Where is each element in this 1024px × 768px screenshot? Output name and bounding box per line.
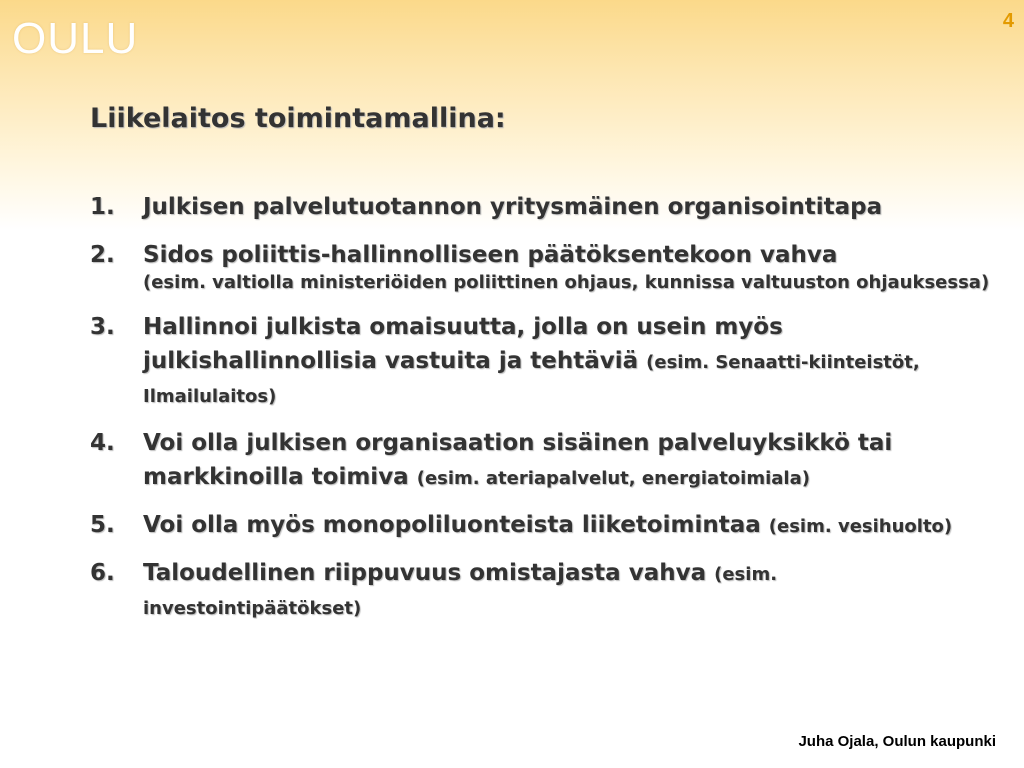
list-item xyxy=(90,190,990,224)
item-text: Sidos poliittis-hallinnolliseen päätöksentekoon vahva xyxy=(143,242,838,268)
item-note: (esim. Senaatti-kiinteistöt, Ilmailulaitos) xyxy=(143,352,920,407)
footer-author: Juha Ojala, Oulun kaupunki xyxy=(798,733,996,750)
item-note: (esim. investointipäätökset) xyxy=(143,564,778,619)
item-note: (esim. valtiolla ministeriöiden poliittinen ohjaus, kunnissa valtuuston ohjauksessa) xyxy=(143,272,990,293)
slide-title: Liikelaitos toimintamallina: xyxy=(90,103,506,134)
item-number: 4. xyxy=(90,430,115,456)
logo-text: OULU xyxy=(12,14,139,63)
item-text: Taloudellinen riippuvuus omistajasta vahva xyxy=(143,560,707,586)
oulu-logo xyxy=(12,14,172,70)
numbered-list xyxy=(90,190,990,638)
item-number: 2. xyxy=(90,242,115,268)
list-item xyxy=(90,426,990,494)
item-note: (esim. ateriapalvelut, energiatoimiala) xyxy=(416,468,810,489)
item-text: Hallinnoi julkista omaisuutta, jolla on usein myös julkishallinnollisia vastuita ja tehtäviä xyxy=(143,314,783,374)
item-number: 3. xyxy=(90,314,115,340)
item-text: Julkisen palvelutuotannon yritysmäinen organisointitapa xyxy=(143,194,883,220)
item-number: 5. xyxy=(90,512,115,538)
item-note: (esim. vesihuolto) xyxy=(768,516,953,537)
item-text: Voi olla myös monopoliluonteista liiketoimintaa xyxy=(143,512,761,538)
item-number: 1. xyxy=(90,194,115,220)
list-item xyxy=(90,508,990,542)
item-number: 6. xyxy=(90,560,115,586)
list-item xyxy=(90,556,990,624)
list-item xyxy=(90,238,990,296)
list-item xyxy=(90,310,990,412)
item-text: Voi olla julkisen organisaation sisäinen palveluyksikkö tai markkinoilla toimiva xyxy=(143,430,893,490)
slide-number: 4 xyxy=(1002,10,1014,32)
